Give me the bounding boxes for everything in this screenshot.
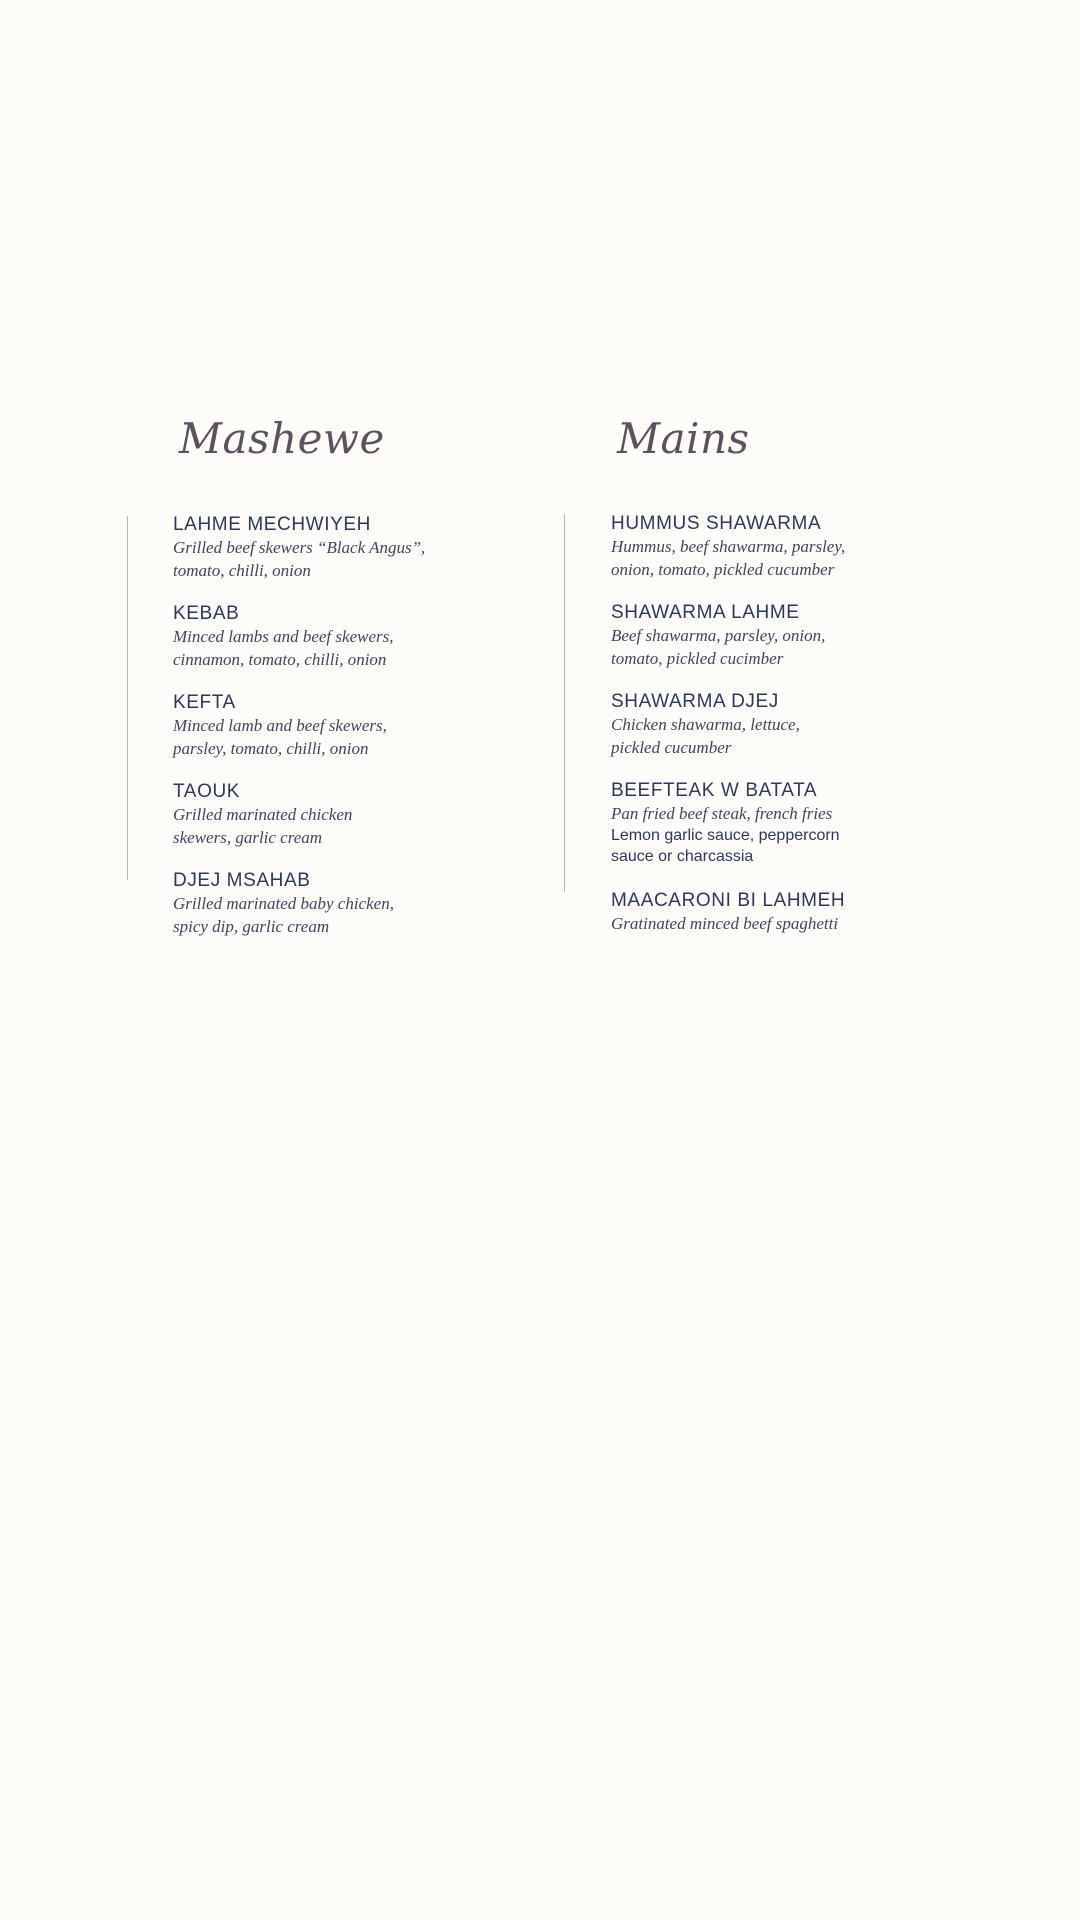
menu-item-name: TAOUK	[173, 781, 241, 802]
menu-item-description: Grilled beef skewers “Black Angus”,	[173, 538, 426, 557]
menu-item	[173, 692, 473, 759]
menu-item-name: SHAWARMA DJEJ	[611, 691, 779, 712]
menu-item-name: DJEJ MSAHAB	[173, 870, 311, 891]
menu-item-description: Minced lambs and beef skewers,	[173, 627, 394, 646]
menu-item-description: Pan fried beef steak, french fries	[611, 804, 833, 823]
menu-item	[611, 780, 921, 868]
menu-item-description: tomato, pickled cucimber	[611, 648, 784, 668]
menu-item	[611, 691, 921, 758]
menu-item-name: LAHME MECHWIYEH	[173, 514, 371, 535]
menu-item	[173, 514, 473, 581]
menu-item	[173, 603, 473, 670]
menu-item-description: skewers, garlic cream	[173, 827, 323, 847]
menu-item-name: KEBAB	[173, 603, 240, 624]
divider-left	[127, 516, 128, 880]
menu-item-description: Gratinated minced beef spaghetti	[611, 913, 839, 933]
menu-item-sauce-options: sauce or charcassia	[611, 848, 754, 865]
menu-item-name: SHAWARMA LAHME	[611, 602, 800, 623]
section-title-mashewe: Mashewe	[179, 414, 385, 463]
menu-item-description: pickled cucumber	[611, 737, 732, 757]
menu-item-name: HUMMUS SHAWARMA	[611, 513, 822, 534]
section-title-mains: Mains	[617, 414, 750, 463]
menu-column-mains	[611, 513, 921, 956]
menu-item-description: Grilled marinated baby chicken,	[173, 894, 394, 913]
menu-item	[611, 513, 921, 580]
menu-item-name: MAACARONI BI LAHMEH	[611, 889, 846, 911]
menu-item-name: KEFTA	[173, 692, 236, 713]
menu-item	[611, 890, 921, 935]
menu-item-description: parsley, tomato, chilli, onion	[173, 738, 369, 758]
menu-item-description: Grilled marinated chicken	[173, 805, 353, 824]
menu-item-description: Chicken shawarma, lettuce,	[611, 715, 800, 734]
menu-column-mashewe	[173, 514, 473, 959]
menu-item	[173, 870, 473, 937]
menu-item-description: Hummus, beef shawarma, parsley,	[611, 537, 846, 556]
menu-item-description: tomato, chilli, onion	[173, 560, 311, 580]
menu-item	[173, 781, 473, 848]
menu-item-description: onion, tomato, pickled cucumber	[611, 559, 835, 579]
menu-item-description: Minced lamb and beef skewers,	[173, 716, 387, 735]
menu-item-description: spicy dip, garlic cream	[173, 916, 330, 936]
menu-item	[611, 602, 921, 669]
menu-item-name: BEEFTEAK W BATATA	[611, 780, 818, 801]
menu-item-sauce-options: Lemon garlic sauce, peppercorn	[611, 826, 840, 844]
menu-item-description: Beef shawarma, parsley, onion,	[611, 626, 826, 645]
divider-right	[564, 514, 565, 892]
menu-item-description: cinnamon, tomato, chilli, onion	[173, 649, 387, 669]
